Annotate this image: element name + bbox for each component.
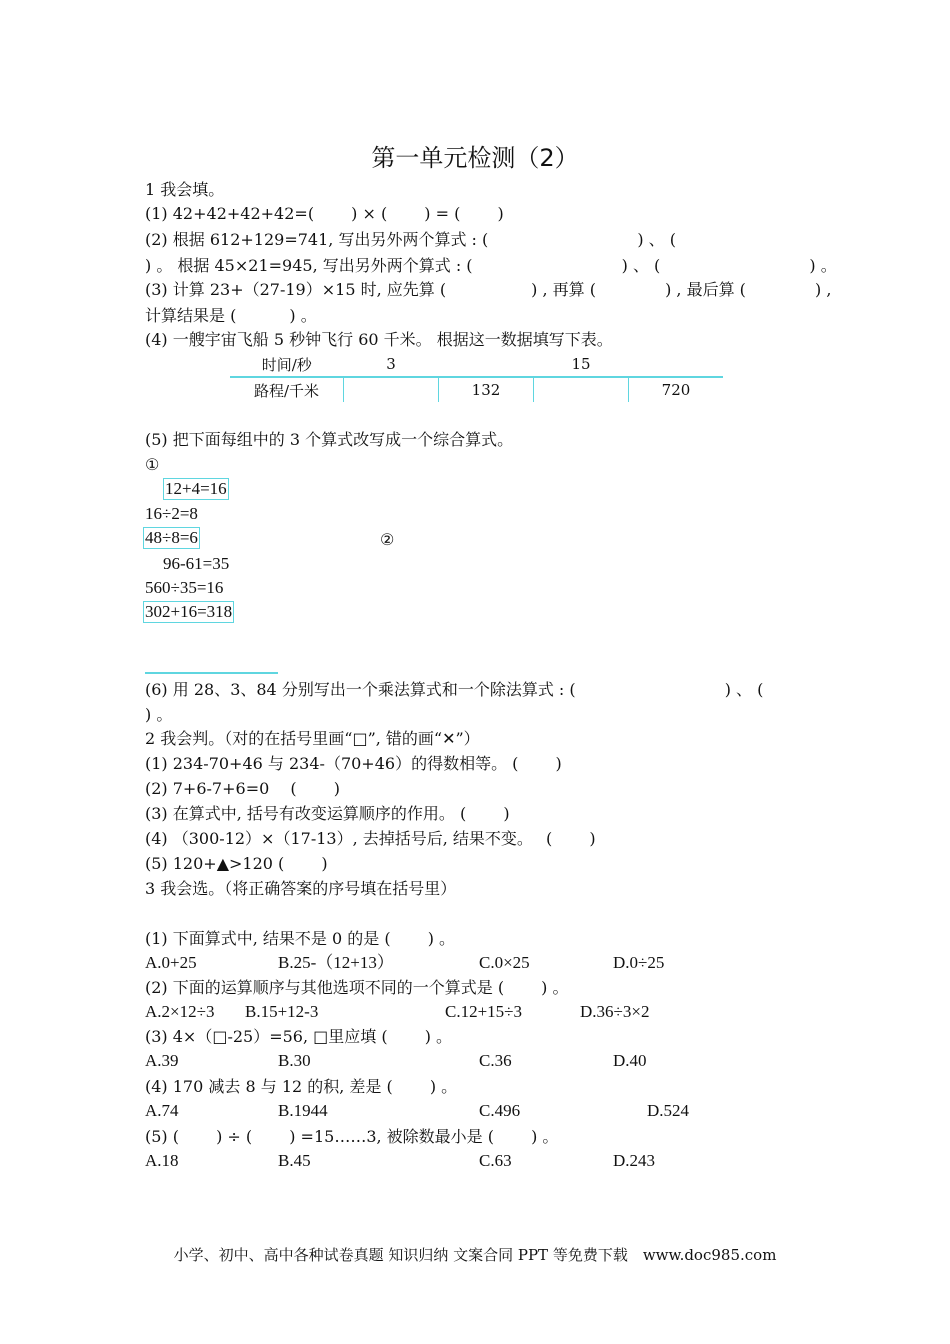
table-cell (344, 377, 439, 402)
section-3-heading: 3 我会选。（将正确答案的序号填在括号里） (145, 879, 457, 898)
s1-q2-line2: ) 。 根据 45×21=945, 写出另外两个算式 : ( ) 、 ( ) 。 (145, 256, 837, 275)
judge-item: (3) 在算式中, 括号有改变运算顺序的作用。 ( ) (145, 804, 510, 823)
s1-q6-line2: ) 。 (145, 705, 173, 724)
option-a: A.39 (145, 1051, 179, 1070)
s1-q2-line1: (2) 根据 612+129=741, 写出另外两个算式 : ( ) 、 ( (145, 230, 676, 249)
option-a: A.74 (145, 1101, 179, 1120)
option-a: A.0+25 (145, 953, 197, 972)
judge-item: (4) （300-12）×（17-13）, 去掉括号后, 结果不变。 ( ) (145, 829, 596, 848)
choice-question: (5) ( ) ÷ ( ) =15……3, 被除数最小是 ( ) 。 (145, 1127, 559, 1146)
section-2-heading: 2 我会判。（对的在括号里画“□”, 错的画“✕”） (145, 729, 480, 748)
group2-expr: 96-61=35 (163, 554, 230, 573)
table-cell: 132 (439, 377, 534, 402)
judge-item: (1) 234-70+46 与 234-（70+46）的得数相等。 ( ) (145, 754, 562, 773)
group2-expr: 302+16=318 (145, 602, 233, 621)
option-b: B.30 (278, 1051, 311, 1070)
table-cell (439, 352, 534, 377)
footer-text: 小学、初中、高中各种试卷真题 知识归纳 文案合同 PPT 等免费下载 www.doc985.com (173, 1246, 777, 1264)
table-cell: 15 (534, 352, 629, 377)
option-b: B.15+12-3 (245, 1002, 319, 1021)
table-row (230, 352, 723, 377)
section-1-heading: 1 我会填。 (145, 180, 225, 199)
option-c: C.63 (479, 1151, 512, 1170)
divider (145, 672, 278, 674)
circle-label-1: ① (145, 455, 160, 474)
page-title: 第一单元检测（2） (371, 144, 579, 172)
option-b: B.45 (278, 1151, 311, 1170)
judge-item: (2) 7+6-7+6=0 ( ) (145, 779, 340, 798)
option-d: D.243 (613, 1151, 656, 1170)
option-c: C.496 (479, 1101, 521, 1120)
group2-expr: 560÷35=16 (145, 578, 224, 597)
s1-q4: (4) 一艘宇宙飞船 5 秒钟飞行 60 千米。 根据这一数据填写下表。 (145, 330, 613, 349)
speed-table (230, 352, 723, 402)
option-b: B.25-（12+13） (278, 953, 394, 972)
group1-expr: 48÷8=6 (145, 528, 198, 547)
table-cell: 720 (629, 377, 724, 402)
table-cell: 路程/千米 (253, 381, 320, 400)
choice-question: (1) 下面算式中, 结果不是 0 的是 ( ) 。 (145, 929, 456, 948)
judge-item: (5) 120+▲>120 ( ) (145, 854, 328, 873)
s1-q3-line1: (3) 计算 23+（27-19）×15 时, 应先算 ( ) , 再算 ( ) , 最后算 ( ) , (145, 280, 832, 299)
table-cell (534, 377, 629, 402)
circle-label-2: ② (380, 530, 395, 549)
option-d: D.40 (613, 1051, 647, 1070)
table-cell: 3 (344, 352, 439, 377)
s1-q1: (1) 42+42+42+42=( ) × ( ) = ( ) (145, 204, 504, 223)
choice-question: (2) 下面的运算顺序与其他选项不同的一个算式是 ( ) 。 (145, 978, 569, 997)
option-b: B.1944 (278, 1101, 328, 1120)
option-d: D.36÷3×2 (580, 1002, 650, 1021)
choice-question: (3) 4×（□-25）=56, □里应填 ( ) 。 (145, 1027, 453, 1046)
s1-q5: (5) 把下面每组中的 3 个算式改写成一个综合算式。 (145, 430, 514, 449)
group1-expr: 12+4=16 (165, 479, 227, 498)
option-a: A.18 (145, 1151, 179, 1170)
s1-q6-line1: (6) 用 28、3、84 分别写出一个乘法算式和一个除法算式 : ( ) 、 ( (145, 680, 764, 699)
choice-question: (4) 170 减去 8 与 12 的积, 差是 ( ) 。 (145, 1077, 458, 1096)
option-d: D.524 (647, 1101, 690, 1120)
s1-q3-line2: 计算结果是 ( ) 。 (145, 306, 317, 325)
table-cell (629, 352, 724, 377)
option-c: C.0×25 (479, 953, 530, 972)
table-cell: 时间/秒 (230, 352, 344, 377)
option-d: D.0÷25 (613, 953, 665, 972)
option-c: C.36 (479, 1051, 512, 1070)
table-row (230, 377, 723, 402)
option-a: A.2×12÷3 (145, 1002, 215, 1021)
option-c: C.12+15÷3 (445, 1002, 523, 1021)
group1-expr: 16÷2=8 (145, 504, 198, 523)
